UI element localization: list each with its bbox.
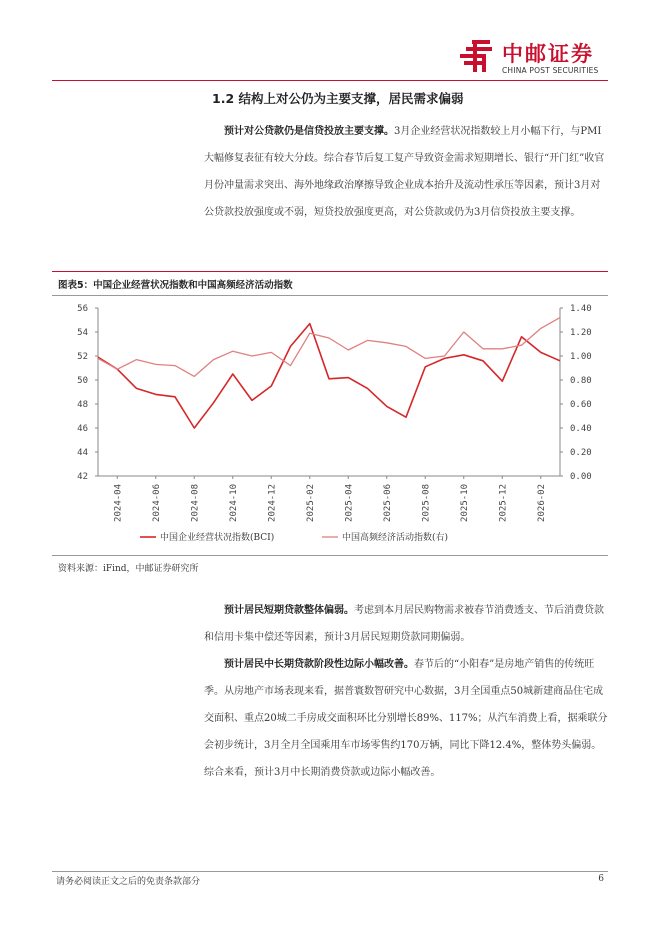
paragraph-short-term-loans <box>204 597 610 651</box>
header-divider <box>52 80 608 81</box>
x-tick-label: 2025-06 <box>382 484 393 522</box>
footer-divider <box>52 871 608 872</box>
right-tick-label: 0.40 <box>570 424 592 434</box>
activity-index-series-line <box>98 318 560 377</box>
figure-title: 图表5：中国企业经营状况指数和中国高频经济活动指数 <box>58 280 293 291</box>
footer-disclaimer: 请务必阅读正文之后的免责条款部分 <box>56 877 201 887</box>
figure-source: 资料来源：iFind，中邮证券研究所 <box>58 564 199 574</box>
figure-title-rule <box>52 295 608 296</box>
legend-label: 中国企业经营状况指数(BCI) <box>160 533 275 543</box>
right-tick-label: 1.40 <box>570 304 592 314</box>
right-tick-label: 0.20 <box>570 448 592 458</box>
paragraph-lead: 预计居民中长期贷款阶段性边际小幅改善。 <box>224 659 414 670</box>
left-tick-label: 56 <box>77 304 88 314</box>
x-tick-label: 2024-12 <box>267 484 278 522</box>
x-tick-label: 2026-02 <box>536 484 547 522</box>
page-number: 6 <box>598 874 604 884</box>
figure-bottom-rule <box>52 555 608 556</box>
legend-label: 中国高频经济活动指数(右) <box>342 533 449 543</box>
paragraph-body: 春节后的“小阳春”是房地产销售的传统旺季。从房地产市场表现来看，据普寰数智研究中心数据，3月全国重点50城新建商品住宅成交面积、重点20城二手房成交面积环比分别增长89%、117%；从汽车消费上看，据乘联分会初步统计，3月全月全国乘用车市场零售约170万辆，同比下降12.4%，整体势头偏弱。综合来看，预计3月中长期消费贷款或边际小幅改善。 <box>204 659 608 778</box>
chart-series <box>98 318 560 428</box>
right-tick-label: 1.20 <box>570 328 592 338</box>
right-tick-label: 0.80 <box>570 376 592 386</box>
left-tick-label: 42 <box>77 472 88 482</box>
paragraph-corporate-loans <box>204 118 610 226</box>
chart-legend <box>140 531 448 543</box>
paragraph-body: 3月企业经营状况指数较上月小幅下行，与PMI大幅修复表征有较大分歧。综合春节后复工复产导致资金需求短期增长、银行“开门红”收官月份冲量需求突出、海外地缘政治摩擦导致企业成本抬升及流动性承压等因素，预计3月对公贷款投放强度或不弱，短贷投放强度更高，对公贷款或仍为3月信贷投放主要支撑。 <box>204 126 605 218</box>
paragraph-lead: 预计对公贷款仍是信贷投放主要支撑。 <box>224 126 394 137</box>
china-post-logo-icon <box>458 38 498 74</box>
left-tick-label: 50 <box>77 376 88 386</box>
paragraph-body: 考虑到本月居民购物需求被春节消费透支、节后消费贷款和信用卡集中偿还等因素，预计3月居民短期贷款同期偏弱。 <box>204 605 604 643</box>
line-chart <box>52 297 608 553</box>
left-tick-label: 52 <box>77 352 88 362</box>
x-tick-label: 2024-06 <box>151 484 162 522</box>
x-tick-label: 2025-08 <box>421 484 432 522</box>
x-tick-label: 2025-12 <box>498 484 509 522</box>
x-tick-label: 2024-08 <box>190 484 201 522</box>
figure-top-rule <box>52 271 608 272</box>
right-tick-label: 0.60 <box>570 400 592 410</box>
brand-name-en: CHINA POST SECURITIES <box>502 66 599 75</box>
left-tick-label: 46 <box>77 424 88 434</box>
x-tick-label: 2025-02 <box>305 484 316 522</box>
paragraph-lead: 预计居民短期贷款整体偏弱。 <box>224 605 354 616</box>
brand-logo <box>458 38 608 78</box>
x-tick-label: 2024-10 <box>228 484 239 522</box>
bci-series-line <box>98 324 560 428</box>
right-tick-label: 0.00 <box>570 472 592 482</box>
left-tick-label: 48 <box>77 400 88 410</box>
paragraph-long-term-loans <box>204 651 610 786</box>
right-tick-label: 1.00 <box>570 352 592 362</box>
x-tick-label: 2024-04 <box>113 484 124 522</box>
x-tick-label: 2025-10 <box>459 484 470 522</box>
section-title: 1.2 结构上对公仍为主要支撑，居民需求偏弱 <box>212 91 464 106</box>
x-tick-label: 2025-04 <box>344 484 355 522</box>
brand-name-cn: 中邮证券 <box>502 42 594 66</box>
left-tick-label: 44 <box>77 448 88 458</box>
left-tick-label: 54 <box>77 328 88 338</box>
chart-axes <box>77 304 592 522</box>
